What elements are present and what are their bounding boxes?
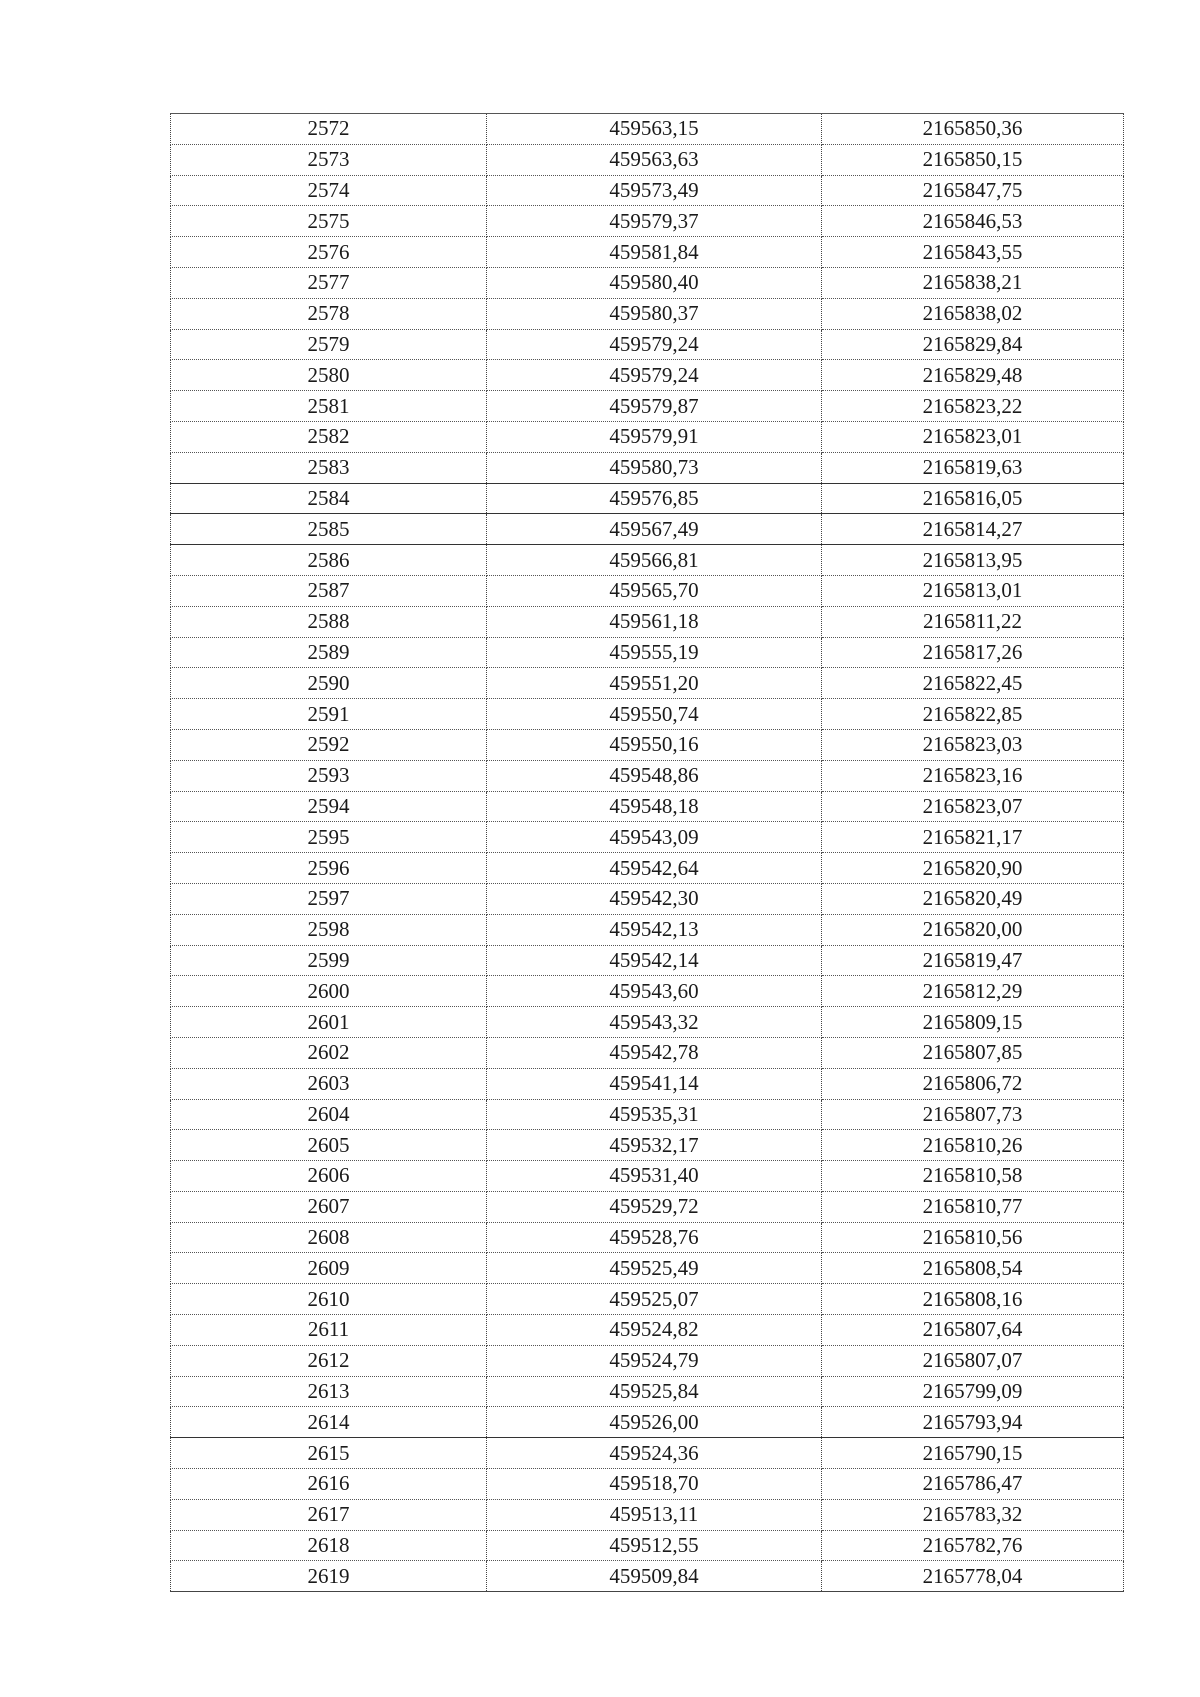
x-coordinate-cell: 459518,70 [487,1469,822,1500]
table-row [171,298,1124,329]
table-row [171,760,1124,791]
table-row [171,791,1124,822]
y-coordinate-cell: 2165782,76 [822,1530,1124,1561]
table-row [171,1407,1124,1438]
point-number-cell: 2572 [171,114,487,145]
y-coordinate-cell: 2165814,27 [822,514,1124,545]
point-number-cell: 2603 [171,1068,487,1099]
table-row [171,1099,1124,1130]
x-coordinate-cell: 459535,31 [487,1099,822,1130]
y-coordinate-cell: 2165799,09 [822,1376,1124,1407]
y-coordinate-cell: 2165807,73 [822,1099,1124,1130]
y-coordinate-cell: 2165807,07 [822,1345,1124,1376]
table-row [171,1191,1124,1222]
point-number-cell: 2616 [171,1469,487,1500]
x-coordinate-cell: 459542,14 [487,945,822,976]
table-row [171,114,1124,145]
x-coordinate-cell: 459512,55 [487,1530,822,1561]
point-number-cell: 2618 [171,1530,487,1561]
point-number-cell: 2595 [171,822,487,853]
point-number-cell: 2583 [171,452,487,483]
y-coordinate-cell: 2165810,77 [822,1191,1124,1222]
table-row [171,1253,1124,1284]
y-coordinate-cell: 2165806,72 [822,1068,1124,1099]
point-number-cell: 2617 [171,1499,487,1530]
x-coordinate-cell: 459513,11 [487,1499,822,1530]
table-row [171,1222,1124,1253]
x-coordinate-cell: 459509,84 [487,1561,822,1592]
point-number-cell: 2613 [171,1376,487,1407]
y-coordinate-cell: 2165823,07 [822,791,1124,822]
point-number-cell: 2614 [171,1407,487,1438]
y-coordinate-cell: 2165850,36 [822,114,1124,145]
table-row [171,329,1124,360]
y-coordinate-cell: 2165823,16 [822,760,1124,791]
table-row [171,175,1124,206]
point-number-cell: 2575 [171,206,487,237]
y-coordinate-cell: 2165807,85 [822,1037,1124,1068]
y-coordinate-cell: 2165823,03 [822,729,1124,760]
point-number-cell: 2577 [171,267,487,298]
table-row [171,945,1124,976]
point-number-cell: 2579 [171,329,487,360]
y-coordinate-cell: 2165819,47 [822,945,1124,976]
x-coordinate-cell: 459531,40 [487,1161,822,1192]
y-coordinate-cell: 2165786,47 [822,1469,1124,1500]
table-row [171,267,1124,298]
x-coordinate-cell: 459580,40 [487,267,822,298]
coordinates-table-body [171,114,1124,1592]
table-row [171,883,1124,914]
x-coordinate-cell: 459580,37 [487,298,822,329]
point-number-cell: 2596 [171,853,487,884]
y-coordinate-cell: 2165783,32 [822,1499,1124,1530]
y-coordinate-cell: 2165838,02 [822,298,1124,329]
table-row [171,1007,1124,1038]
point-number-cell: 2608 [171,1222,487,1253]
point-number-cell: 2593 [171,760,487,791]
y-coordinate-cell: 2165843,55 [822,237,1124,268]
x-coordinate-cell: 459543,09 [487,822,822,853]
y-coordinate-cell: 2165820,90 [822,853,1124,884]
x-coordinate-cell: 459529,72 [487,1191,822,1222]
x-coordinate-cell: 459579,24 [487,329,822,360]
table-row [171,668,1124,699]
x-coordinate-cell: 459566,81 [487,545,822,576]
table-row [171,1161,1124,1192]
x-coordinate-cell: 459548,86 [487,760,822,791]
table-row [171,1561,1124,1592]
x-coordinate-cell: 459579,24 [487,360,822,391]
table-row [171,1345,1124,1376]
x-coordinate-cell: 459542,30 [487,883,822,914]
x-coordinate-cell: 459561,18 [487,606,822,637]
table-row [171,976,1124,1007]
point-number-cell: 2615 [171,1438,487,1469]
x-coordinate-cell: 459543,60 [487,976,822,1007]
y-coordinate-cell: 2165829,84 [822,329,1124,360]
point-number-cell: 2589 [171,637,487,668]
x-coordinate-cell: 459576,85 [487,483,822,514]
y-coordinate-cell: 2165823,01 [822,421,1124,452]
table-row [171,206,1124,237]
point-number-cell: 2584 [171,483,487,514]
y-coordinate-cell: 2165790,15 [822,1438,1124,1469]
point-number-cell: 2576 [171,237,487,268]
table-row [171,421,1124,452]
x-coordinate-cell: 459551,20 [487,668,822,699]
y-coordinate-cell: 2165793,94 [822,1407,1124,1438]
point-number-cell: 2599 [171,945,487,976]
point-number-cell: 2606 [171,1161,487,1192]
x-coordinate-cell: 459567,49 [487,514,822,545]
table-row [171,1530,1124,1561]
point-number-cell: 2601 [171,1007,487,1038]
y-coordinate-cell: 2165807,64 [822,1315,1124,1346]
x-coordinate-cell: 459525,07 [487,1284,822,1315]
table-row [171,914,1124,945]
y-coordinate-cell: 2165822,85 [822,699,1124,730]
y-coordinate-cell: 2165808,16 [822,1284,1124,1315]
x-coordinate-cell: 459579,91 [487,421,822,452]
y-coordinate-cell: 2165820,49 [822,883,1124,914]
table-row [171,606,1124,637]
y-coordinate-cell: 2165817,26 [822,637,1124,668]
x-coordinate-cell: 459526,00 [487,1407,822,1438]
table-row [171,545,1124,576]
y-coordinate-cell: 2165820,00 [822,914,1124,945]
table-row [171,822,1124,853]
point-number-cell: 2588 [171,606,487,637]
y-coordinate-cell: 2165808,54 [822,1253,1124,1284]
y-coordinate-cell: 2165846,53 [822,206,1124,237]
y-coordinate-cell: 2165813,01 [822,575,1124,606]
table-row [171,144,1124,175]
table-row [171,360,1124,391]
x-coordinate-cell: 459563,15 [487,114,822,145]
x-coordinate-cell: 459542,13 [487,914,822,945]
point-number-cell: 2612 [171,1345,487,1376]
point-number-cell: 2587 [171,575,487,606]
x-coordinate-cell: 459555,19 [487,637,822,668]
x-coordinate-cell: 459563,63 [487,144,822,175]
y-coordinate-cell: 2165816,05 [822,483,1124,514]
x-coordinate-cell: 459543,32 [487,1007,822,1038]
x-coordinate-cell: 459524,36 [487,1438,822,1469]
table-row [171,1469,1124,1500]
y-coordinate-cell: 2165810,56 [822,1222,1124,1253]
y-coordinate-cell: 2165821,17 [822,822,1124,853]
table-row [171,1068,1124,1099]
x-coordinate-cell: 459542,64 [487,853,822,884]
point-number-cell: 2573 [171,144,487,175]
x-coordinate-cell: 459542,78 [487,1037,822,1068]
y-coordinate-cell: 2165810,58 [822,1161,1124,1192]
x-coordinate-cell: 459580,73 [487,452,822,483]
y-coordinate-cell: 2165778,04 [822,1561,1124,1592]
table-row [171,1315,1124,1346]
point-number-cell: 2574 [171,175,487,206]
x-coordinate-cell: 459525,49 [487,1253,822,1284]
x-coordinate-cell: 459525,84 [487,1376,822,1407]
point-number-cell: 2592 [171,729,487,760]
table-row [171,237,1124,268]
x-coordinate-cell: 459573,49 [487,175,822,206]
x-coordinate-cell: 459581,84 [487,237,822,268]
point-number-cell: 2604 [171,1099,487,1130]
table-row [171,1130,1124,1161]
point-number-cell: 2610 [171,1284,487,1315]
y-coordinate-cell: 2165812,29 [822,976,1124,1007]
point-number-cell: 2585 [171,514,487,545]
point-number-cell: 2605 [171,1130,487,1161]
x-coordinate-cell: 459528,76 [487,1222,822,1253]
y-coordinate-cell: 2165813,95 [822,545,1124,576]
x-coordinate-cell: 459579,87 [487,391,822,422]
table-row [171,514,1124,545]
x-coordinate-cell: 459524,79 [487,1345,822,1376]
y-coordinate-cell: 2165838,21 [822,267,1124,298]
y-coordinate-cell: 2165811,22 [822,606,1124,637]
y-coordinate-cell: 2165809,15 [822,1007,1124,1038]
x-coordinate-cell: 459548,18 [487,791,822,822]
x-coordinate-cell: 459579,37 [487,206,822,237]
x-coordinate-cell: 459550,74 [487,699,822,730]
point-number-cell: 2594 [171,791,487,822]
table-row [171,637,1124,668]
point-number-cell: 2607 [171,1191,487,1222]
table-row [171,699,1124,730]
table-row [171,1438,1124,1469]
y-coordinate-cell: 2165850,15 [822,144,1124,175]
y-coordinate-cell: 2165819,63 [822,452,1124,483]
table-row [171,1284,1124,1315]
table-row [171,1499,1124,1530]
table-row [171,729,1124,760]
y-coordinate-cell: 2165829,48 [822,360,1124,391]
table-row [171,391,1124,422]
point-number-cell: 2586 [171,545,487,576]
point-number-cell: 2600 [171,976,487,1007]
point-number-cell: 2619 [171,1561,487,1592]
x-coordinate-cell: 459550,16 [487,729,822,760]
table-row [171,1376,1124,1407]
point-number-cell: 2590 [171,668,487,699]
y-coordinate-cell: 2165823,22 [822,391,1124,422]
point-number-cell: 2609 [171,1253,487,1284]
point-number-cell: 2602 [171,1037,487,1068]
y-coordinate-cell: 2165847,75 [822,175,1124,206]
point-number-cell: 2597 [171,883,487,914]
point-number-cell: 2591 [171,699,487,730]
point-number-cell: 2580 [171,360,487,391]
y-coordinate-cell: 2165822,45 [822,668,1124,699]
point-number-cell: 2598 [171,914,487,945]
y-coordinate-cell: 2165810,26 [822,1130,1124,1161]
point-number-cell: 2581 [171,391,487,422]
table-row [171,452,1124,483]
point-number-cell: 2582 [171,421,487,452]
point-number-cell: 2611 [171,1315,487,1346]
x-coordinate-cell: 459532,17 [487,1130,822,1161]
point-number-cell: 2578 [171,298,487,329]
table-row [171,1037,1124,1068]
x-coordinate-cell: 459565,70 [487,575,822,606]
table-row [171,483,1124,514]
coordinates-table [170,113,1124,1592]
x-coordinate-cell: 459541,14 [487,1068,822,1099]
x-coordinate-cell: 459524,82 [487,1315,822,1346]
table-row [171,575,1124,606]
table-row [171,853,1124,884]
